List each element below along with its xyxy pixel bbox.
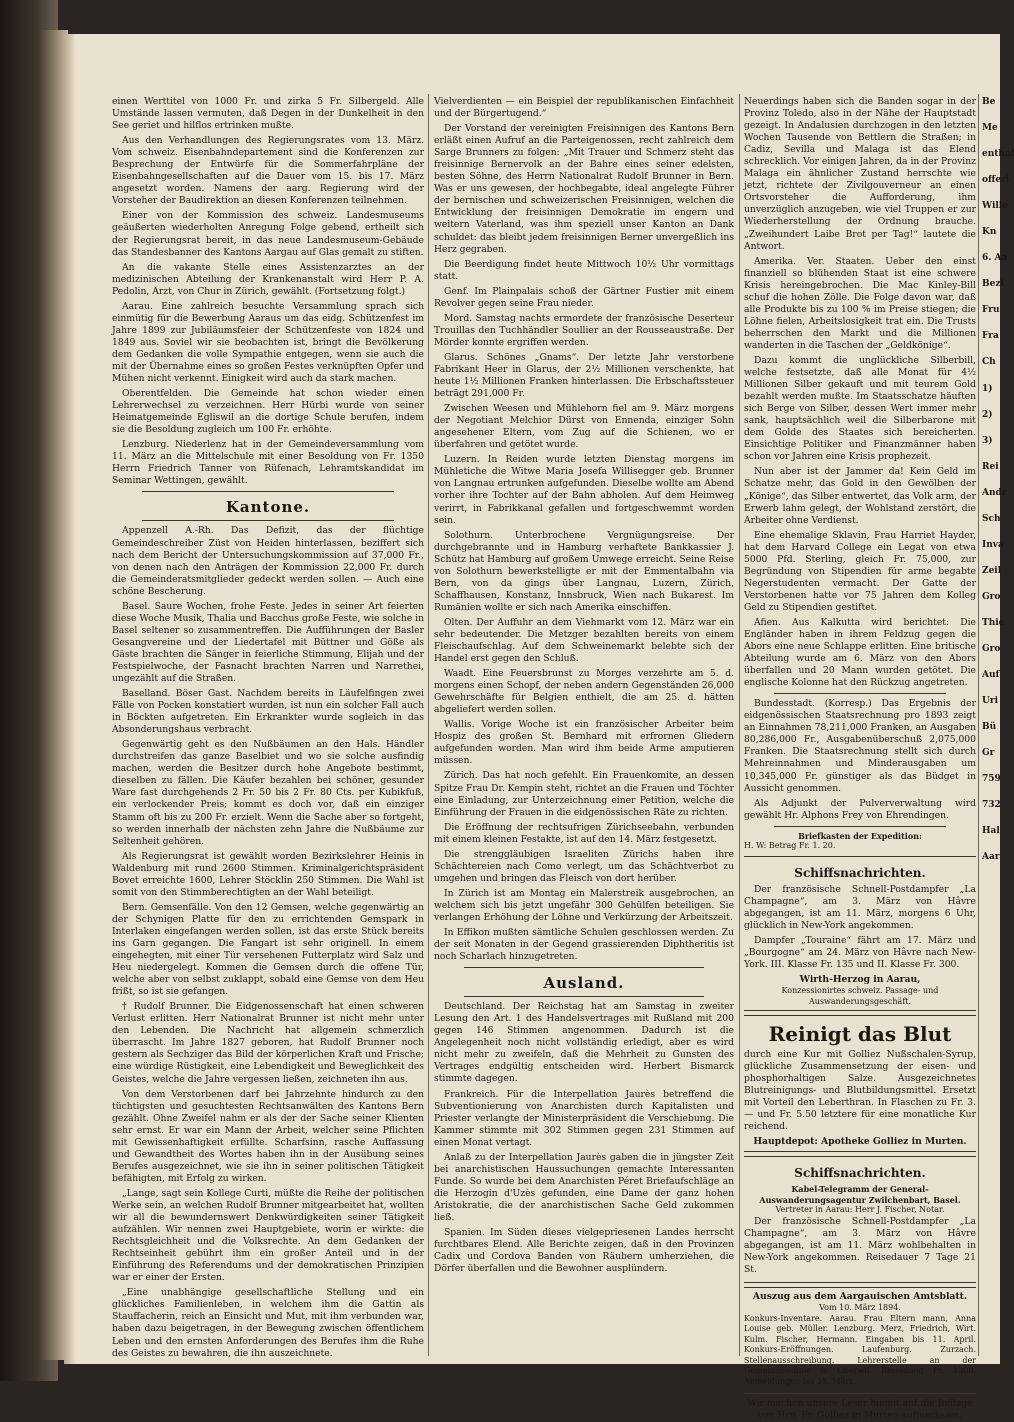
article-paragraph: Glarus. Schönes „Gnams“. Der letzte Jahr verstorbene Fabrikant Heer in Glarus, der 2½ Millionen verschenkte, hat heute 1½ Millionen Franken hinterlassen. Die Erbschaftssteuer beträgt 291,000 Fr.: [434, 351, 734, 400]
article-paragraph: Zürich. Das hat noch gefehlt. Ein Frauenkomite, an dessen Spitze Frau Dr. Kempin steht, richtet an die Frauen und Töchter eine Einladung, zur Unterzeichnung einer Petition, welche die Einführung der Frauen in die eidgenössischen Räte zu richten.: [434, 770, 734, 818]
article-paragraph: An die vakante Stelle eines Assistenzarztes an der medizinischen Abteilung der Krankenanstalt wird Herr P. A. Pedolin, Arzt, von Chur in Zürich, gewählt. (Fortsetzung folgt.): [112, 261, 424, 297]
article-paragraph: Gegenwärtig geht es den Nußbäumen an den Hals. Händler durchstreifen das ganze Baselbiet und wo sie solche ausfindig machen, werden die Besitzer durch hohe Angebote bestimmt, dieselben zu fällen. Die Käufer bezahlen bei schöner, gesunder Ware fast durchgehends 2 Fr. 50 bis 2 Fr. 80 Cts. per Kubikfuß, ein verlockender Preis; kommt es doch vor, daß ein einziger Stamm oft bis zu 200 Fr. erzielt. Wenn die Sache aber so fortgeht, so werden innerhalb der nächsten zehn Jahre die Nußbäume zur Seltenheit gehören.: [112, 739, 424, 847]
article-paragraph: Waadt. Eine Feuersbrunst zu Morges verzehrte am 5. d. morgens einen Schopf, der neben andern Gegenständen 26,000 Gewehrschäfte für Belgien enthielt, die am 25. d. hätten abgeliefert werden sollen.: [434, 668, 734, 716]
cutoff-fragment: Kn: [982, 227, 997, 238]
column-rule: [428, 94, 429, 1356]
article-paragraph: Als Regierungsrat ist gewählt worden Bezirkslehrer Heinis in Waldenburg mit rund 2600 Stimmen. Kriminalgerichtspräsident Bovet erreichte 1600, Lehrer Stöcklin 250 Stimmen. Die Wahl ist somit von den Stimmberechtigten an der Wahl beteiligt.: [112, 850, 424, 898]
agent-description: Konzessionirtes schweiz. Passage- und Auswanderungsgeschäft.: [781, 986, 939, 1006]
cutoff-fragment: Fra: [982, 331, 999, 342]
article-paragraph: Amerika. Ver. Staaten. Ueber den einst finanziell so blühenden Staat ist eine schwere Krisis hereingebrochen. Die Mac Kinley-Bill schuf die hohen Zölle. Die Folge davon war, daß alle Produkte bis zu 100 % im Preise stiegen; die Löhne fielen, Arbeitslosigkeit trat ein. Die Trusts beherrschen den Markt und die Millionen wanderten in die Taschen der „Geldkönige“.: [744, 255, 976, 351]
shipping-text: Der französische Schnell-Postdampfer „La Champagne“, am 3. März von Hâvre abgegangen, ist am 11. März, morgens 6 Uhr, glücklich in New-York angekommen.: [744, 883, 976, 931]
shipping-text: Der französische Schnell-Postdampfer „La Champagne“, am 3. März von Hâvre abgegangen, ist am 11. März wohlbehalten in New-York angekommen. Reisedauer 7 Tage 21 St.: [744, 1215, 976, 1276]
section-divider: [774, 693, 946, 694]
cutoff-fragment: Wille: [982, 201, 1008, 212]
article-paragraph: Einer von der Kommission des schweiz. Landesmuseums geäußerten wiederholten Anregung Folge gebend, ertheilt sich der Regierungsrat bereit, in das neue Landesmuseum-Gebäude das Standesbanner des Kantons Aargau auf Glas gemalt zu stiften.: [112, 210, 424, 258]
article-paragraph: Neuerdings haben sich die Banden sogar in der Provinz Toledo, also in der Nähe der Hauptstadt gezeigt. In Andalusien durchzogen in den letzten Wochen Tausende von Bettlern die Straßen; in Cadiz, Sevilla und Malaga ist das Elend schrecklich. Vor einigen Jahren, da in der Provinz Malaga ein ähnlicher Zustand herrschte wie jetzt, richtete der Zivilgouverneur an einen Ortsvorsteher die Aufforderung, ihm unverzüglich anzugeben, wie viel Truppen er zur Wiederherstellung der Ordnung brauche. „Zweihundert Laibe Brot per Tag!“ lautete die Antwort.: [744, 96, 976, 252]
shipping-notice-2: [744, 1156, 976, 1283]
briefkasten-entry: H. W: Betrag Fr. 1. 20.: [744, 841, 836, 851]
cutoff-fragment: Bü: [982, 722, 997, 733]
cutoff-fragment: Andr: [982, 487, 1007, 498]
column-4-cutoff: [982, 96, 1012, 1358]
article-paragraph: Bundesstadt. (Korresp.) Das Ergebnis der eidgenössischen Staatsrechnung pro 1893 zeigt an Einnahmen 78,211,000 Franken, an Ausgaben 80,286,000 Fr., Ausgabenüberschuß 2,075,000 Franken. Die Staatsrechnung stellt sich durch Mehreinnahmen und Minderausgaben um 10,345,000 Fr. günstiger als das Büdget in Aussicht genommen.: [744, 698, 976, 794]
article-paragraph: Die Eröffnung der rechtsufrigen Zürichseebahn, verbunden mit einem kleinen Festakte, ist auf den 14. März festgesetzt.: [434, 821, 734, 845]
cutoff-fragment: Sch: [982, 513, 1001, 524]
page-fold-shadow: [64, 34, 76, 1364]
cutoff-fragment: 3): [982, 435, 993, 446]
amtsblatt-text: Konkurs-Inventare. Aarau. Frau Eltern mann, Anna Louise geb. Müller. Lenzburg. Merz, Friedrich, Wirt. Kulm. Fischer, Hermann. Eingaben bis 11. April. Konkurs-Eröffnungen. Laufenburg. Zurzach. Stellenausschreibung. Lehrerstelle an der Gemeindeschule in Oberwil. Besoldung Fr. 1300. Anmeldungen bis 25. März.: [744, 1313, 976, 1386]
article-paragraph: Zwischen Weesen und Mühlehorn fiel am 9. März morgens der Negotiant Melchior Dürst von Ennenda, einziger Sohn angesehener Eltern, vom Zug auf die Schienen, wo er überfahren und getötet wurde.: [434, 403, 734, 451]
shipping-text: Dampfer „Touraine“ fährt am 17. März und „Bourgogne“ am 24. März von Hâvre nach New-York. III. Klasse Fr. 135 und II. Klasse Fr. 300.: [744, 934, 976, 970]
article-paragraph: Mord. Samstag nachts ermordete der französische Deserteur Trouillas den Tuchhändler Soullier an der Rousseaustraße. Der Mörder konnte ergriffen werden.: [434, 312, 734, 348]
article-paragraph: Aarau. Eine zahlreich besuchte Versammlung sprach sich einmütig für die Bewerbung Aaraus um das eidg. Schützenfest im Jahre 1899 zur Jubiläumsfeier der Schützenfeste von 1824 und 1849 aus. Soviel wir sie beobachten ist, bringt die Bevölkerung dem Gedanken die volle Sympathie entgegen, wenn sie auch die mit der Übernahme eines so großen Festes verknüpften Opfer und Mühen nicht verkennt. Einigkeit wird auch da stark machen.: [112, 300, 424, 385]
cutoff-fragment: Thie: [982, 617, 1005, 628]
section-heading-kantone: Kantone.: [225, 498, 311, 517]
cutoff-fragment: Hal: [982, 826, 1000, 837]
article-paragraph: Der Vorstand der vereinigten Freisinnigen des Kantons Bern erläßt einen Aufruf an die Parteigenossen, recht zahlreich dem Sarge Brunners zu folgen: „Mit Trauer und Schmerz steht das freisinnige Bernervolk an der Bahre eines seiner edelsten, besten Söhne, des Herrn Nationalrat Rudolf Brunner in Bern. Was er uns gewesen, der hochbegabte, ideal angelegte Führer der bernischen und schweizerischen Freisinnigen, welchen die Entwicklung der freisinnigen Demokratie im engern und weitern Vaterland, was ihm speziell unser Kanton an Dank schuldet: das bleibt jedem freisinnigen Berner unvergeßlich ins Herz gegraben.: [434, 123, 734, 255]
column-rule: [739, 94, 740, 1356]
cutoff-fragment: Aar: [982, 852, 1000, 863]
article-paragraph: Afien. Aus Kalkutta wird berichtet: Die Engländer haben in ihrem Feldzug gegen die Abors eine neue Schlappe erlitten. Eine britische Abteilung wurde am 6. März von den Abors überfallen und 20 Mann wurden getötet. Die englische Kolonne hat den Rückzug angetreten.: [744, 616, 976, 689]
article-paragraph: einen Werttitel von 1000 Fr. und zirka 5 Fr. Silbergeld. Alle Umstände lassen vermuten, daß Degen in der Dunkelheit in den See geriet und hilflos ertrinken mußte.: [112, 96, 424, 132]
article-paragraph: „Eine unabhängige gesellschaftliche Stellung und ein glückliches Familienleben, in welchem ihm die Gattin als Stauffacherin, reich an Einsicht und Mut, mit ihm verbunden war, haben dazu beigetragen, in der Bewegung zwischen öffentlichem Leben und den ernsten Anforderungen des Berufes ihm die Ruhe des Geistes zu bewahren, die ihn auszeichnete.: [112, 1287, 424, 1359]
cutoff-fragment: Fru: [982, 305, 1000, 316]
ad-title: Reinigt das Blut: [768, 1022, 952, 1047]
article-paragraph: Lenzburg. Niederlenz hat in der Gemeindeversammlung vom 11. März an die Mittelschule mit einer Besoldung von Fr. 1350 Herrn Friedrich Tanner von Rüfenach, Lehramtskandidat im Seminar Wettingen, gewählt.: [112, 439, 424, 487]
cutoff-fragment: Auf: [982, 670, 1000, 681]
article-paragraph: In Zürich ist am Montag ein Malerstreik ausgebrochen, an welchem sich bis jetzt ungefähr 300 Gehülfen beteiligen. Sie verlangen Erhöhung der Löhne und Verkürzung der Arbeitszeit.: [434, 887, 734, 923]
cutoff-fragment: offeri: [982, 175, 1010, 186]
cutoff-fragment: Uri: [982, 696, 999, 707]
section-heading-ausland: Ausland.: [543, 974, 625, 993]
article-paragraph: Dazu kommt die unglückliche Silberbill, welche festsetzte, daß alle Monat für 4½ Millionen Silber gekauft und mit teurem Gold bezahlt werden mußte. Im Staatsschatze häuften sich Berge von Silber, dessen Wert immer mehr sank, hauptsächlich weil die Silberbarone mit dem Golde des Staates sich bereicherten. Einsichtige Politiker und Finanzmänner haben schon vor Jahren eine Krisis prophezeit.: [744, 354, 976, 463]
newspaper-page: [64, 34, 1014, 1422]
cutoff-fragment: Gro: [982, 643, 1001, 654]
article-paragraph: Genf. Im Plainpalais schoß der Gärtner Fustier mit einem Revolver gegen seine Frau nieder.: [434, 285, 734, 309]
advertisement-golliez: [744, 1015, 976, 1152]
cutoff-fragment: Gr: [982, 748, 995, 759]
cutoff-fragment: 1): [982, 383, 993, 394]
article-paragraph: Olten. Der Auffuhr an dem Viehmarkt vom 12. März war ein sehr bedeutender. Die Metzger bezahlten bereits von einem Fleischaufschlag. Auf dem Schweinemarkt belebte sich der Handel erst gegen den Schluß.: [434, 616, 734, 665]
briefkasten-heading: Briefkasten der Expedition:: [798, 830, 922, 841]
cutoff-fragment: Me: [982, 123, 998, 134]
article-paragraph: Solothurn. Unterbrochene Vergnügungsreise. Der durchgebrannte und in Hamburg verhaftete Bankkassier J. Schütz hat Hamburg auf großem Umwege erreicht. Seine Reise von Solothurn bewerkstelligte er mit der Emmentalbahn via Bern, von da gings über Langnau, Luzern, Zürich, Schaffhausen, Konstanz, Innsbruck, Wien nach Bukarest. Im Rumänien wollte er sich nach Amerika einschiffen.: [434, 529, 734, 613]
section-divider: [464, 967, 704, 968]
ad-depot: Hauptdepot: Apotheke Golliez in Murten.: [753, 1136, 967, 1148]
article-paragraph: Von dem Verstorbenen darf bei Jahrzehnte hindurch zu den tüchtigsten und gesuchtesten Rechtsanwälten des Kantons Bern gezählt. Ohne Zweifel nahm er als der der Sache seiner Klienten sehr ernst. Er war ein Mann der Arbeit, welcher seine Pflichten mit Gewissenhaftigkeit erfüllte. Scharfsinn, rasche Auffassung und Gewandtheit des Wortes haben ihn in der Ausübung seines Berufes ausgezeichnet, wie sie ihn in seiner politischen Tätigkeit befähigten, mit Erfolg zu wirken.: [112, 1088, 424, 1184]
ad-body: durch eine Kur mit Golliez Nußschalen-Syrup, glückliche Zusammensetzung der eisen- und phosphorhaltigen Salze. Ausgezeichnetes Blutreinigungs- und Blutbildungsmittel. Ersetzt mit Vorteil den Leberthran. In Flaschen zu Fr. 3. — und Fr. 5.50 letztere für eine monatliche Kur reichend.: [744, 1049, 976, 1133]
article-paragraph: Eine ehemalige Sklavin, Frau Harriet Hayder, hat dem Harvard College ein Legat von etwa 5000 Pfd. Sterling, gleich Fr. 75,000, zur Begründung von Stipendien für arme begabte Negerstudenten vermacht. Der Gatte der Verstorbenen hatte vor 75 Jahren dem Kolleg Geld zu Stipendien gestiftet.: [744, 529, 976, 613]
article-paragraph: Nun aber ist der Jammer da! Kein Geld im Schatze mehr, das Gold in den Gewölben der „Könige“, das Silber entwertet, das Volk arm, der Erwerb lahm gelegt, der Wohlstand zerstört, die Arbeiter ohne Verdienst.: [744, 466, 976, 526]
representative: Vertreter in Aarau: Herr J. Fischer, Notar.: [775, 1205, 945, 1215]
article-paragraph: Baselland. Böser Gast. Nachdem bereits in Läufelfingen zwei Fälle von Pocken konstatiert wurden, ist nun ein solcher Fall auch in Böckten aufgetreten. Ein Erkrankter wurde sogleich in das Absonderungshaus verbracht.: [112, 688, 424, 736]
shipping-heading: Schiffsnachrichten.: [794, 1166, 926, 1181]
article-paragraph: Die strenggläubigen Israeliten Zürichs haben ihre Schächtereien nach Como verlegt, um das Schächtverbot zu umgehen und bringen das Fleisch von dort herüber.: [434, 848, 734, 884]
cutoff-fragment: Be: [982, 97, 996, 107]
section-divider: [464, 996, 704, 997]
article-paragraph: Anlaß zu der Interpellation Jaurès gaben die in jüngster Zeit bei anarchistischen Haussuchungen gemachte Interessanten Funde. So wurde bei dem Anarchisten Péret Briefaufschläge an die Herzogin d'Uzès gefunden, eine Dame der ganz hohen Aristokratie, die der anarchistischen Sache Geld zukommen ließ.: [434, 1151, 734, 1223]
article-paragraph: Aus den Verhandlungen des Regierungsrates vom 13. März. Vom schweiz. Eisenbahndepartement sind die Konferenzen zur Besprechung der Entwürfe für die Sommerfahrpläne der Eisenbahngesellschaften auf die Dauer vom 15. bis 17. März angesetzt worden. Namens der aarg. Regierung wird der Vorsteher der Baudirektion an diesen Konferenzen teilnehmen.: [112, 135, 424, 207]
section-divider: [142, 520, 394, 521]
article-paragraph: „Lange, sagt sein Kollege Curti, müßte die Reihe der politischen Werke sein, an welchen Rudolf Brunner mitgearbeitet hat, wollten wir all die bewundernswert Denkwürdigkeiten seiner Tätigkeit aufzählen. Wir nennen zwei Hauptgebiete, worin er wirkte: die Rechtsgleichheit und die Volksrechte. An dem Gedanken der Rechtseinheit gebührt ihm ein großer Anteil und in der Einführung des Referendums und der demokratischen Prinzipien war er einer der Ersten.: [112, 1187, 424, 1284]
article-paragraph: Appenzell A.-Rh. Das Defizit, das der flüchtige Gemeindeschreiber Züst von Heiden hinterlassen, beziffert sich nach dem Bericht der Untersuchungskommission auf 37,000 Fr., von denen nach den Anträgen der Kommission 22,000 Fr. durch die Gemeinderatsmitglieder gedeckt werden sollen. — Auch eine schöne Bescherung.: [112, 525, 424, 597]
article-paragraph: Bern. Gemsenfälle. Von den 12 Gemsen, welche gegenwärtig an der Schynigen Platte für den zu errichtenden Gemspark in Interlaken eingefangen werden sollen, ist das erste Stück bereits ins Garn gegangen. Die Fangart ist sehr originell. In einem eingehegten, mit einer Tür versehenen Futterplatz wird Salz und Heu niedergelegt. Kommen die Gemsen durch die offene Tür, welche aber von selbst zuklappt, sobald eine Gemse von dem Heu frißt, so ist sie gefangen.: [112, 901, 424, 998]
shipping-heading: Schiffsnachrichten.: [794, 865, 926, 880]
cutoff-fragment: 2): [982, 409, 993, 420]
cutoff-fragment: Zeil: [982, 565, 1002, 576]
article-paragraph: Deutschland. Der Reichstag hat am Samstag in zweiter Lesung den Art. 1 des Handelsvertrages mit Rußland mit 200 gegen 146 Stimmen angenommen. Dadurch ist die Angelegenheit noch nicht vollständig erledigt, aber es wird nicht mehr zu zweifeln, daß die Mehrheit zu Gunsten des Vertrages endgültig entscheiden wird. Herbert Bismarck stimmte dagegen.: [434, 1001, 734, 1085]
cutoff-fragment: Ch: [982, 357, 996, 368]
amtsblatt-excerpt: [744, 1287, 976, 1394]
cutoff-fragment: 6. Aa: [982, 253, 1008, 264]
amtsblatt-heading: Auszug aus dem Aargauischen Amtsblatt.: [752, 1291, 968, 1303]
column-3: [744, 96, 976, 1422]
amtsblatt-date: Vom 10. März 1894.: [819, 1303, 901, 1313]
section-divider: [774, 826, 946, 827]
cutoff-fragment: Rei: [982, 461, 999, 472]
column-1: [112, 96, 424, 1358]
cable-telegram: Kabel-Telegramm der General-Auswanderungsagentur Zwilchenbart, Basel.: [759, 1184, 961, 1205]
supplement-notice: Wir machen unsere Leser hiemit auf die Beilage von Hrn. Fr. Golliez in Murten aufmerksam.: [747, 1398, 973, 1422]
cutoff-fragment: 759: [982, 774, 1001, 785]
section-divider: [142, 491, 394, 492]
article-paragraph: † Rudolf Brunner. Die Eidgenossenschaft hat einen schweren Verlust erlitten. Herr Nationalrat Brunner ist nicht mehr unter den Lebenden. Die Nachricht hat allgemein schmerzlich überrascht. Im Jahre 1827 geboren, hat Rudolf Brunner noch gestern als Sechziger das Bild der körperlichen Kraft und Frische; eine würdige Rüstigkeit, eine Lebendigkeit und Beweglichkeit des Geistes, welche die Jahre vergessen ließen, zeichneten ihn aus.: [112, 1001, 424, 1085]
article-paragraph: In Effikon mußten sämtliche Schulen geschlossen werden. Zu der seit Monaten in der Gegend grassierenden Diphtheritis ist noch Scharlach hinzugetreten.: [434, 927, 734, 963]
article-paragraph: Basel. Saure Wochen, frohe Feste. Jedes in seiner Art feierten diese Woche Musik, Thalia und Bacchus große Feste, wie solche in Basel seltener so zusammentreffen. Die Aufführungen der Basler Gesangvereine und der Liedertafel mit Büttner und Göße als Gäste brachten die Sänger in feierliche Stimmung, Elijah und der Festspielwoche, der Fasnacht brachten Narren und Narrethei, ungezählt auf die Straßen.: [112, 600, 424, 685]
article-paragraph: Spanien. Im Süden dieses vielgepriesenen Landes herrscht furchtbares Elend. Alle Berichte zeigen, daß in den Provinzen Cadix und Cordova Banden von Räubern umherziehen, die Dörfer überfallen und die Bewohner ausplündern.: [434, 1227, 734, 1275]
article-paragraph: Oberentfelden. Die Gemeinde hat schon wieder einen Lehrerwechsel zu verzeichnen. Herr Hürbi wurde von seiner Heimatgemeinde Egliswil an die dortige Schule berufen, indem sie die Besoldung zugleich um 100 Fr. erhöhte.: [112, 388, 424, 436]
shipping-notice: [744, 856, 976, 1011]
column-2: [434, 96, 734, 1358]
article-paragraph: Frankreich. Für die Interpellation Jaurès betreffend die Subventionierung von Anarchisten durch Kapitalisten und Priester verlangte der Ministerpräsident die Verschiebung. Die Kammer stimmte mit 302 Stimmen gegen 231 Stimmen auf einen Monat vertagt.: [434, 1088, 734, 1148]
article-paragraph: Luzern. In Reiden wurde letzten Dienstag morgens im Mühletiche die Witwe Maria Josefa Willisegger geb. Brunner von Langnau ertrunken aufgefunden. Dieselbe wollte am Abend vorher ihre Tochter auf der Bahn abholen. Auf dem Heimweg verirrt, in Fabrikkanal gefallen und fortgeschwemmt worden sein.: [434, 454, 734, 526]
cutoff-fragment: Gro: [982, 591, 1001, 602]
article-paragraph: Als Adjunkt der Pulververwaltung wird gewählt Hr. Alphons Frey von Ehrendingen.: [744, 797, 976, 821]
article-paragraph: Wallis. Vorige Woche ist ein französischer Arbeiter beim Hospiz des großen St. Bernhard mit erfrornen Gliedern aufgefunden worden. Man wird ihm beide Arme amputieren müssen.: [434, 719, 734, 767]
cutoff-fragment: enthal: [982, 149, 1014, 160]
agent-name: Wirth-Herzog in Aarau,: [799, 974, 921, 986]
column-rule: [978, 94, 979, 1356]
cutoff-fragment: Bezi: [982, 279, 1004, 290]
cutoff-fragment: Inva: [982, 539, 1004, 550]
cutoff-fragment: 732: [982, 800, 1001, 811]
article-paragraph: Die Beerdigung findet heute Mittwoch 10½ Uhr vormittags statt.: [434, 258, 734, 282]
article-paragraph: Vielverdienten — ein Beispiel der republikanischen Einfachheit und der Bürgertugend.“: [434, 96, 734, 120]
